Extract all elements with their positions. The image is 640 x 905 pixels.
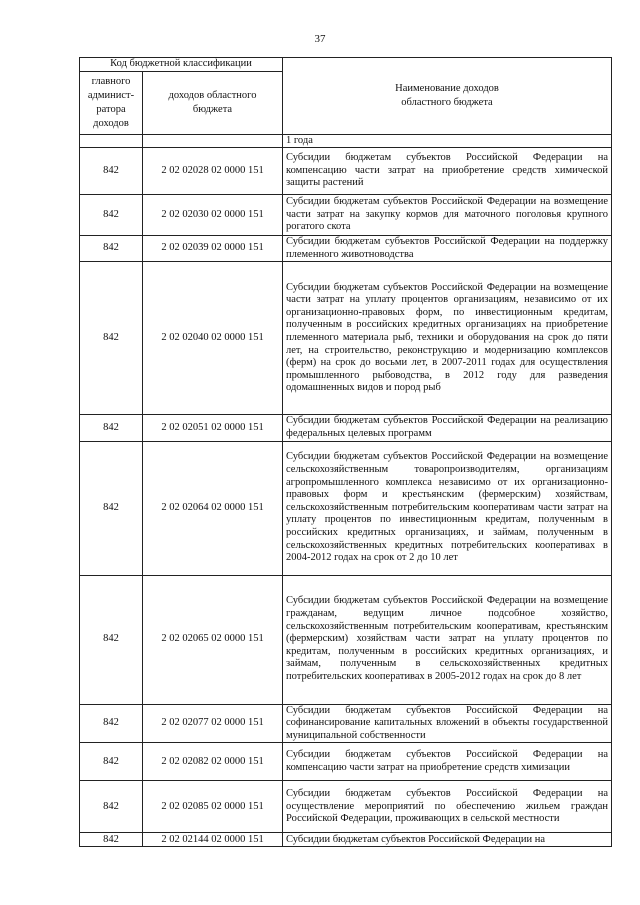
cell-admin: 842 (80, 262, 143, 415)
cell-code: 2 02 02077 02 0000 151 (143, 704, 283, 743)
cell-code: 2 02 02082 02 0000 151 (143, 743, 283, 781)
table-row (80, 195, 612, 236)
cell-code: 2 02 02028 02 0000 151 (143, 148, 283, 195)
cell-code: 2 02 02030 02 0000 151 (143, 195, 283, 236)
header-code (143, 71, 283, 134)
header-admin (80, 71, 143, 134)
page-number: 37 (314, 33, 326, 45)
table-row (80, 441, 612, 575)
cell-admin: 842 (80, 781, 143, 833)
cell-admin: 842 (80, 148, 143, 195)
cell-admin: 842 (80, 575, 143, 704)
cell-admin (80, 134, 143, 148)
header-income-name (283, 58, 612, 135)
table-body (80, 134, 612, 847)
table-row (80, 262, 612, 415)
table-row-continuation (80, 134, 612, 148)
cell-desc: 1 года (283, 134, 612, 148)
cell-code: 2 02 02144 02 0000 151 (143, 833, 283, 847)
cell-code: 2 02 02065 02 0000 151 (143, 575, 283, 704)
cell-desc: Субсидии бюджетам субъектов Российской Федерации на возмещение части затрат на закупку кормов для маточного поголовья крупного рогатого скота (283, 195, 612, 236)
table-row (80, 236, 612, 262)
header-code-text: доходов областного бюджета (168, 89, 257, 115)
cell-admin: 842 (80, 743, 143, 781)
cell-code: 2 02 02085 02 0000 151 (143, 781, 283, 833)
header-group-classification: Код бюджетной классификации (80, 58, 283, 72)
header-admin-text: главного админист-ратора доходов (87, 75, 135, 129)
cell-code: 2 02 02051 02 0000 151 (143, 415, 283, 441)
cell-code: 2 02 02064 02 0000 151 (143, 441, 283, 575)
cell-desc: Субсидии бюджетам субъектов Российской Федерации на осуществление мероприятий по обеспечению жильем граждан Российской Федерации, проживающих в сельской местности (283, 781, 612, 833)
table-row (80, 148, 612, 195)
cell-admin: 842 (80, 195, 143, 236)
cell-admin: 842 (80, 441, 143, 575)
cell-desc: Субсидии бюджетам субъектов Российской Федерации на поддержку племенного животноводства (283, 236, 612, 262)
cell-desc: Субсидии бюджетам субъектов Российской Федерации на реализацию федеральных целевых программ (283, 415, 612, 441)
cell-desc: Субсидии бюджетам субъектов Российской Федерации на возмещение сельскохозяйственным товаропроизводителям, организациям агропромышленного комплекса независимо от их организационно-правовых форм и крестьянским (фермерским) хозяйствам, сельскохозяйственным потребительским кооперативам части затрат на уплату процентов по инвестиционным кредитам, полученным в российских кредитных организациях, и займам, полученным в сельскохозяйственных кредитных потребительских кооперативах в 2004-2012 годах на срок от 2 до 10 лет (283, 441, 612, 575)
table-row (80, 781, 612, 833)
table-row (80, 833, 612, 847)
cell-desc: Субсидии бюджетам субъектов Российской Федерации на (283, 833, 612, 847)
cell-desc: Субсидии бюджетам субъектов Российской Федерации на возмещение части затрат на уплату процентов организациям, независимо от их организационно-правовых форм, по инвестиционным кредитам, полученным в российских кредитных организациях на приобретение племенного материала рыб, техники и оборудования на срок до пяти лет, на строительство, реконструкцию и модернизацию комплексов (ферм) на срок до восьми лет, в 2007-2011 годах для осуществления промышленного рыбоводства, в 2012 году для разведения одомашненных видов и пород рыб (283, 262, 612, 415)
cell-desc: Субсидии бюджетам субъектов Российской Федерации на возмещение гражданам, ведущим личное подсобное хозяйство, сельскохозяйственным потребительским кооперативам, крестьянским (фермерским) хозяйствам части затрат на уплату процентов по кредитам, полученным в российских кредитных организациях, и займам, полученным в сельскохозяйственных кредитных потребительских кооперативах в 2005-2012 годах на срок до 8 лет (283, 575, 612, 704)
cell-code: 2 02 02040 02 0000 151 (143, 262, 283, 415)
cell-admin: 842 (80, 236, 143, 262)
cell-desc: Субсидии бюджетам субъектов Российской Федерации на софинансирование капитальных вложений в объекты государственной муниципальной собственности (283, 704, 612, 743)
cell-admin: 842 (80, 704, 143, 743)
table-row (80, 415, 612, 441)
table-row (80, 704, 612, 743)
cell-desc: Субсидии бюджетам субъектов Российской Федерации на компенсацию части затрат на приобретение средств химизации (283, 743, 612, 781)
cell-code: 2 02 02039 02 0000 151 (143, 236, 283, 262)
budget-classification-table (79, 57, 612, 847)
table-row (80, 575, 612, 704)
cell-desc: Субсидии бюджетам субъектов Российской Федерации на компенсацию части затрат на приобретение средств химической защиты растений (283, 148, 612, 195)
header-income-name-text: Наименование доходов областного бюджета (395, 82, 499, 108)
cell-code (143, 134, 283, 148)
table-row (80, 743, 612, 781)
cell-admin: 842 (80, 415, 143, 441)
cell-admin: 842 (80, 833, 143, 847)
